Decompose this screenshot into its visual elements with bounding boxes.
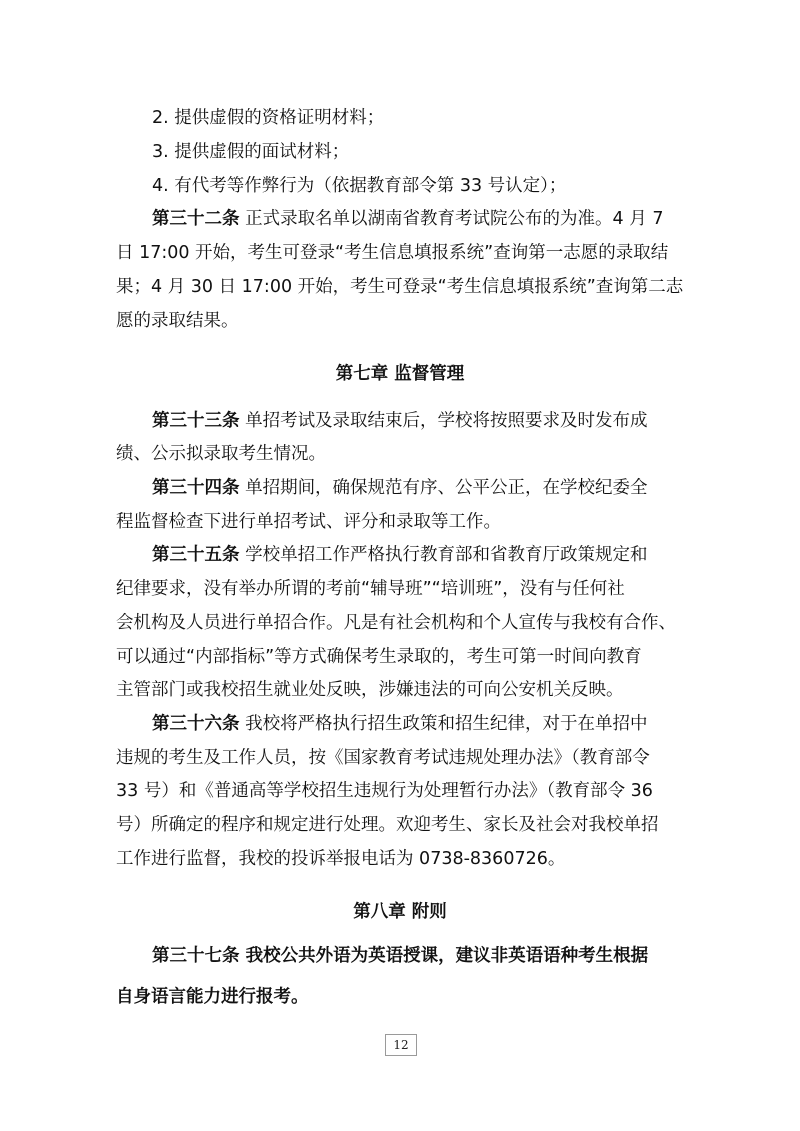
article-36-line: 违规的考生及工作人员，按《国家教育考试违规处理办法》（教育部令 xyxy=(116,748,650,768)
article-label: 第三十七条 xyxy=(152,946,240,966)
article-37-line: 自身语言能力进行报考。 xyxy=(116,987,309,1007)
article-label: 第三十六条 xyxy=(152,714,240,734)
article-36-line: 33 号）和《普通高等学校招生违规行为处理暂行办法》（教育部令 36 xyxy=(116,781,653,801)
article-label: 第三十三条 xyxy=(152,411,240,431)
chapter-7-heading: 第七章 监督管理 xyxy=(335,364,465,384)
list-item: 2. 提供虚假的资格证明材料； xyxy=(152,108,385,128)
article-32-line: 果；4 月 30 日 17:00 开始，考生可登录“考生信息填报系统”查询第二志 xyxy=(116,277,684,297)
article-32-line: 日 17:00 开始，考生可登录“考生信息填报系统”查询第一志愿的录取结 xyxy=(116,243,669,263)
article-36-line: 第三十六条 我校将严格执行招生政策和招生纪律，对于在单招中 xyxy=(152,714,648,734)
article-34-line: 程监督检查下进行单招考试、评分和录取等工作。 xyxy=(116,512,501,532)
article-label: 第三十五条 xyxy=(152,545,240,565)
article-label: 第三十二条 xyxy=(152,209,240,229)
article-37-line: 第三十七条 我校公共外语为英语授课，建议非英语语种考生根据 xyxy=(152,946,649,966)
page-number: 12 xyxy=(385,1034,417,1056)
article-36-line: 工作进行监督，我校的投诉举报电话为 0738-8360726。 xyxy=(116,849,566,869)
article-32-line: 愿的录取结果。 xyxy=(116,311,239,331)
list-item: 4. 有代考等作弊行为（依据教育部令第 33 号认定）； xyxy=(152,176,567,196)
article-35-line: 纪律要求，没有举办所谓的考前“辅导班”“培训班”，没有与任何社 xyxy=(116,579,625,599)
article-33-line: 绩、公示拟录取考生情况。 xyxy=(116,444,326,464)
article-35-line: 主管部门或我校招生就业处反映，涉嫌违法的可向公安机关反映。 xyxy=(116,680,624,700)
article-35-line: 第三十五条 学校单招工作严格执行教育部和省教育厅政策规定和 xyxy=(152,545,648,565)
chapter-8-heading: 第八章 附则 xyxy=(353,902,447,922)
article-label: 第三十四条 xyxy=(152,478,240,498)
article-35-line: 可以通过“内部指标”等方式确保考生录取的，考生可第一时间向教育 xyxy=(116,647,642,667)
article-35-line: 会机构及人员进行单招合作。凡是有社会机构和个人宣传与我校有合作、 xyxy=(116,613,676,633)
article-32-line: 第三十二条 正式录取名单以湖南省教育考试院公布的为准。4 月 7 xyxy=(152,209,664,229)
list-item: 3. 提供虚假的面试材料； xyxy=(152,142,350,162)
article-33-line: 第三十三条 单招考试及录取结束后，学校将按照要求及时发布成 xyxy=(152,411,648,431)
article-34-line: 第三十四条 单招期间，确保规范有序、公平公正，在学校纪委全 xyxy=(152,478,648,498)
article-36-line: 号）所确定的程序和规定进行处理。欢迎考生、家长及社会对我校单招 xyxy=(116,815,659,835)
